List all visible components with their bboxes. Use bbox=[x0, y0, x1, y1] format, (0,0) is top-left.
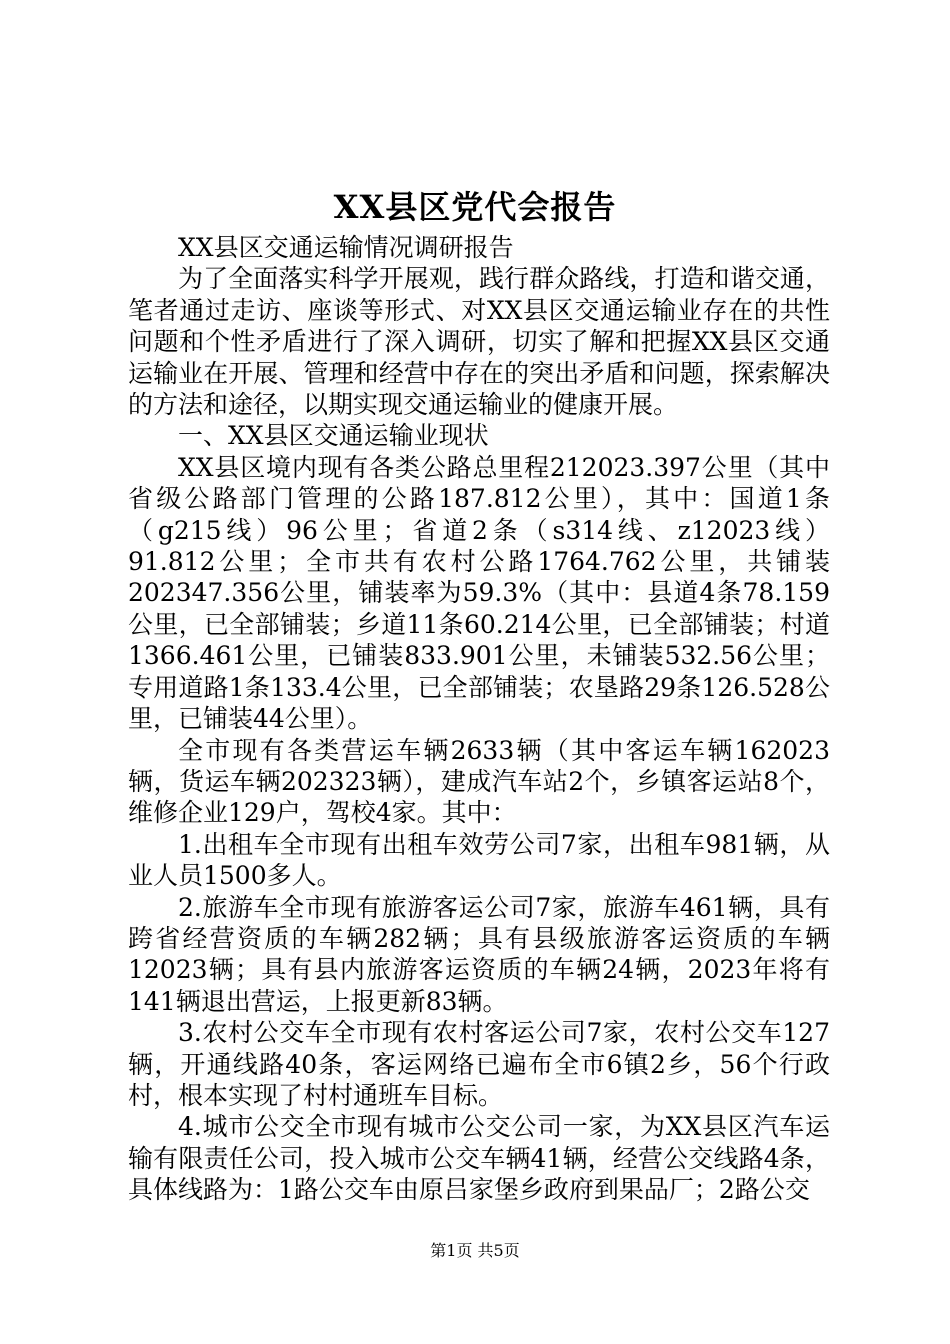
page-footer: 第1页 共5页 bbox=[430, 1241, 520, 1260]
paragraph-tour-bus: 2.旅游车全市现有旅游客运公司7家，旅游车461辆，具有跨省经营资质的车辆282辆；具有县级旅游客运资质的车辆12023辆；具有县内旅游客运资质的车辆24辆，2023年将有141辆退出营运，上报更新83辆。 bbox=[128, 892, 830, 1016]
paragraph-taxi: 1.出租车全市现有出租车效劳公司7家，出租车981辆，从业人员1500多人。 bbox=[128, 829, 830, 891]
paragraph-rural-bus: 3.农村公交车全市现有农村客运公司7家，农村公交车127辆，开通线路40条，客运网络已遍布全市6镇2乡，56个行政村，根本实现了村村通班车目标。 bbox=[128, 1018, 830, 1110]
paragraph-vehicles: 全市现有各类营运车辆2633辆（其中客运车辆162023辆，货运车辆202323辆），建成汽车站2个，乡镇客运站8个，维修企业129户，驾校4家。其中： bbox=[128, 735, 830, 828]
document-body bbox=[128, 232, 830, 1206]
section-heading: 一、XX县区交通运输业现状 bbox=[178, 421, 489, 451]
paragraph-intro: 为了全面落实科学开展观，践行群众路线，打造和谐交通，笔者通过走访、座谈等形式、对XX县区交通运输业存在的共性问题和个性矛盾进行了深入调研，切实了解和把握XX县区交通运输业在开展、管理和经营中存在的突出矛盾和问题，探索解决的方法和途径，以期实现交通运输业的健康开展。 bbox=[128, 264, 830, 420]
paragraph-subtitle: XX县区交通运输情况调研报告 bbox=[178, 233, 514, 262]
document-title: XX县区党代会报告 bbox=[333, 188, 617, 226]
paragraph-city-bus: 4.城市公交全市现有城市公交公司一家，为XX县区汽车运输有限责任公司，投入城市公交车辆41辆，经营公交线路4条，具体线路为：1路公交车由原吕家堡乡政府到果品厂；2路公交 bbox=[128, 1112, 830, 1205]
paragraph-roads: XX县区境内现有各类公路总里程212023.397公里（其中省级公路部门管理的公路187.812公里），其中：国道1条（g215线）96公里；省道2条（s314线、z12023线）91.812公里；全市共有农村公路1764.762公里，共铺装202347.356公里，铺装率为59.3%（其中：县道4条78.159公里，已全部铺装；乡道11条60.214公里，已全部铺装；村道1366.461公里，已铺装833.901公里，未铺装532.56公里；专用道路1条133.4公里，已全部铺装；农垦路29条126.528公里，已铺装44公里）。 bbox=[128, 452, 830, 734]
